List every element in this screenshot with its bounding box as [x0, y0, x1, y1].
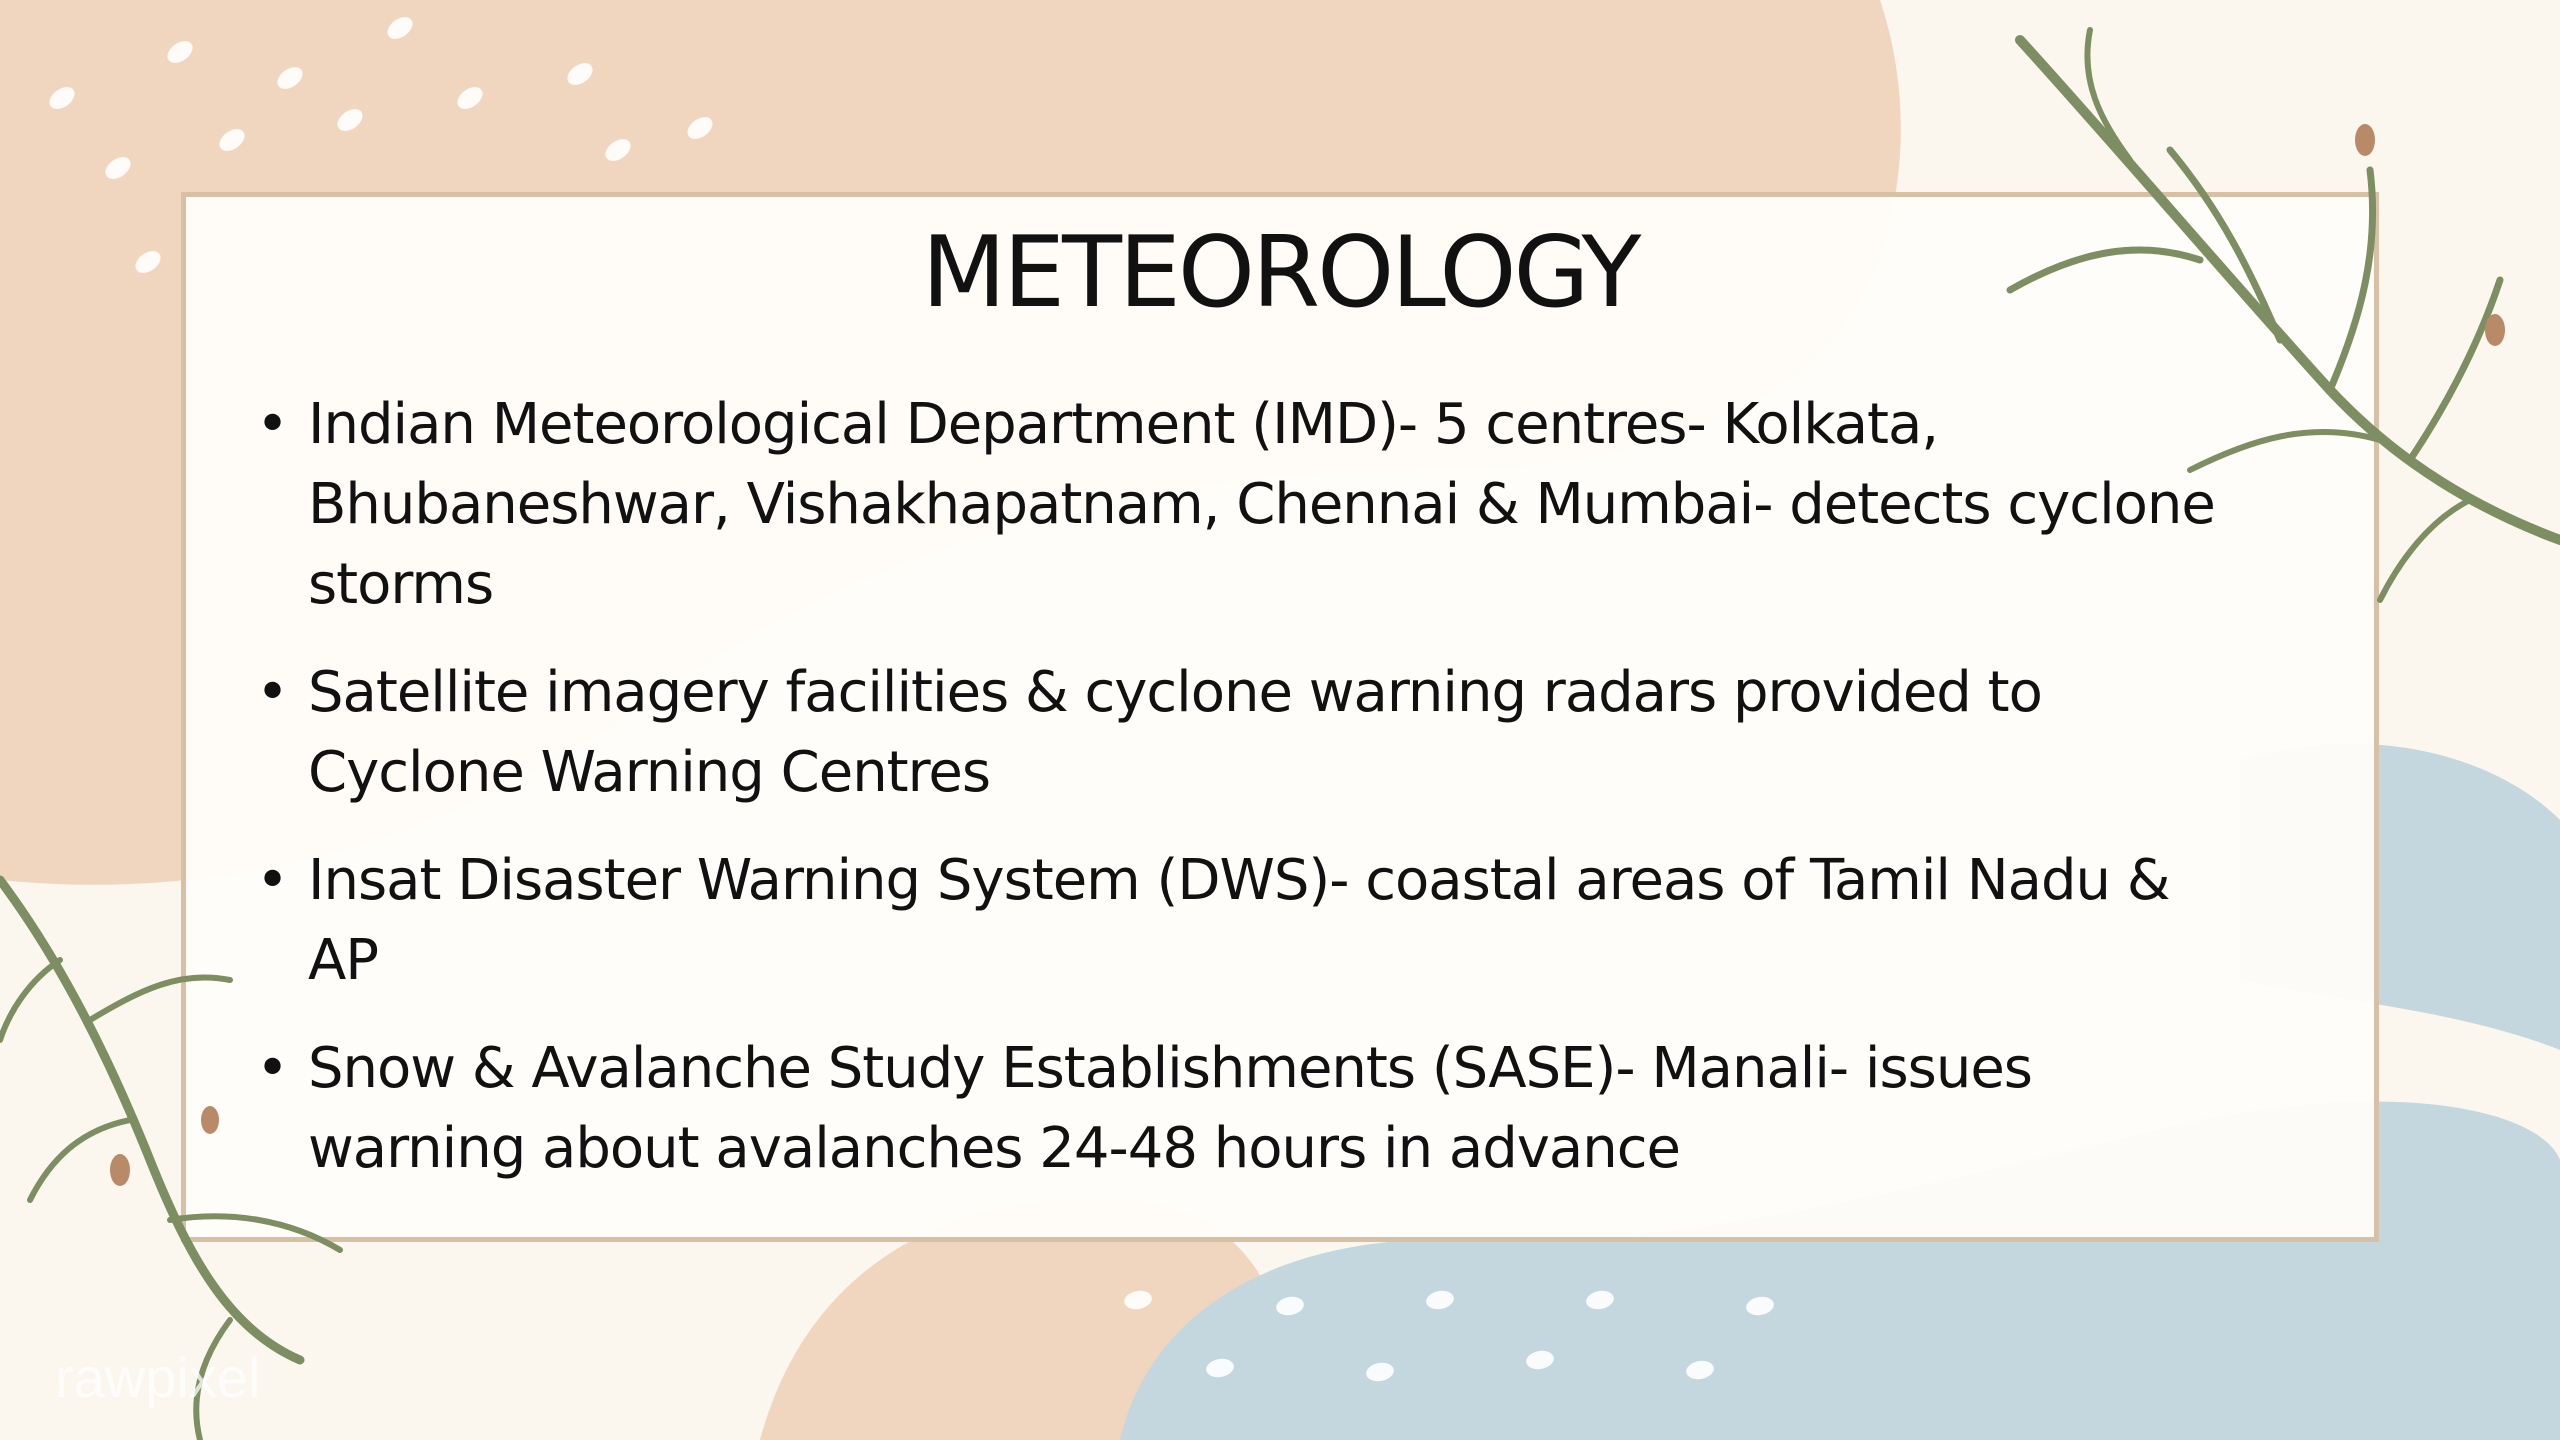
bullet-line: Satellite imagery facilities & cyclone warning radars provided to [308, 660, 2042, 725]
bullet-line: warning about avalanches 24-48 hours in advance [308, 1116, 1680, 1181]
watermark: rawpixel [55, 1346, 261, 1409]
bullet-dot: • [256, 1036, 289, 1101]
bullet-item-satellite [248, 653, 2398, 813]
bullet-line: Insat Disaster Warning System (DWS)- coastal areas of Tamil Nadu & [308, 848, 2170, 913]
bullet-line: storms [308, 552, 494, 617]
bullet-dot: • [256, 848, 289, 913]
bullet-line: AP [308, 928, 379, 993]
content-card [181, 192, 2379, 1242]
bullet-item-sase [248, 1029, 2398, 1189]
bullet-line: Snow & Avalanche Study Establishments (SASE)- Manali- issues [308, 1036, 2032, 1101]
slide-title: METEOROLOGY [921, 216, 1639, 330]
bullet-dot: • [256, 660, 289, 725]
bullet-line: Indian Meteorological Department (IMD)- 5 centres- Kolkata, [308, 392, 1939, 457]
bullet-line: Cyclone Warning Centres [308, 740, 991, 805]
bullet-dot: • [256, 392, 289, 457]
bullet-item-insat [248, 841, 2398, 1001]
bullet-list [248, 385, 2398, 1217]
bullet-item-imd [248, 385, 2398, 625]
bullet-line: Bhubaneshwar, Vishakhapatnam, Chennai & Mumbai- detects cyclone [308, 472, 2215, 537]
